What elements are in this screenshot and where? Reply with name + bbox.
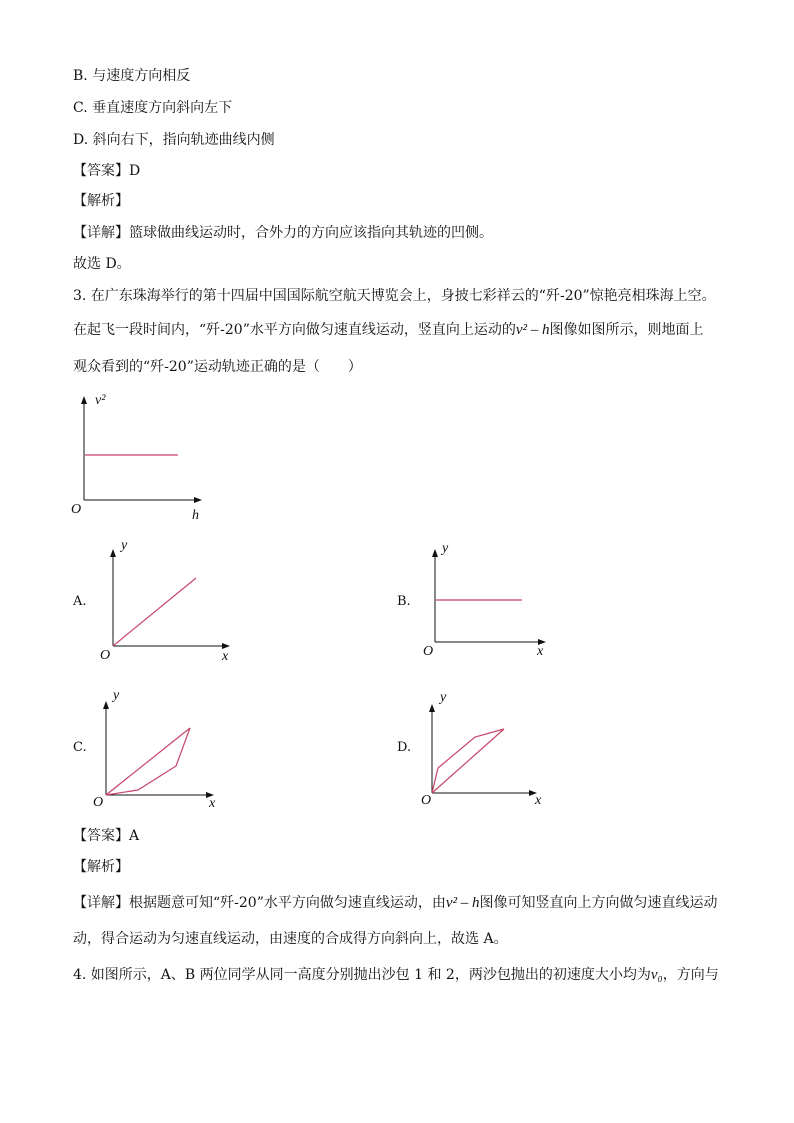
choice-a-origin: O — [100, 648, 111, 663]
choice-d-y: y — [440, 690, 447, 705]
q2-analysis-tag: 【解析】 — [73, 193, 129, 209]
main-graph-y-label: v² — [95, 393, 106, 408]
choice-c-x: x — [209, 796, 216, 811]
q3-analysis-tag: 【解析】 — [73, 859, 129, 875]
answer-tag: 【答案】 — [73, 163, 129, 179]
q4-stem-b: ，方向与 — [662, 967, 719, 983]
choice-a-graph — [110, 549, 230, 649]
main-graph-x-label: h — [192, 508, 199, 523]
choice-b-x: x — [537, 644, 544, 659]
choice-b-y: y — [442, 541, 449, 556]
option-c: C. 垂直速度方向斜向左下 — [73, 100, 233, 116]
answer-tag: 【答案】 — [73, 828, 129, 844]
answer-value: D — [129, 163, 141, 179]
q3-stem-math: v² – h — [515, 322, 550, 338]
choice-d-x: x — [535, 793, 542, 808]
q2-conclusion: 故选 D。 — [73, 256, 131, 272]
detail-tag: 【详解】 — [73, 895, 129, 911]
q3-stem-line3: 观众看到的“歼-20”运动轨迹正确的是（ ） — [73, 359, 362, 375]
choice-c-label: C. — [73, 740, 87, 755]
q3-stem-line2-a: 在起飞一段时间内，“歼-20”水平方向做匀速直线运动，竖直向上运动的 — [73, 322, 516, 338]
choice-b-label: B. — [397, 594, 411, 609]
detail-b: 图像可知竖直向上方向做匀速直线运动 — [479, 895, 718, 911]
choice-a-line — [113, 578, 196, 646]
choice-c-origin: O — [93, 795, 104, 810]
q3-detail-line1 — [73, 894, 718, 912]
choice-c-graph — [103, 701, 214, 798]
main-graph-origin: O — [71, 502, 82, 517]
answer-value: A — [129, 828, 140, 844]
choice-d-label: D. — [397, 740, 412, 755]
choice-c-y: y — [113, 688, 120, 703]
detail-tag: 【详解】 — [73, 225, 129, 241]
q4-stem-math: v₀ — [650, 967, 663, 983]
detail-math: v² – h — [445, 895, 480, 911]
choice-a-y: y — [121, 538, 128, 553]
q4-stem-a: 4. 如图所示，A、B 两位同学从同一高度分别抛出沙包 1 和 2，两沙包抛出的初速度大小均为 — [73, 967, 651, 983]
q3-answer — [73, 827, 139, 845]
choice-d-lower — [432, 729, 504, 793]
choice-a-label: A. — [73, 594, 87, 609]
q3-stem-line1: 3. 在广东珠海举行的第十四届中国国际航空航天博览会上，身披七彩祥云的“歼-20”惊艳亮相珠海上空。 — [73, 288, 716, 304]
choice-b-graph — [432, 549, 546, 645]
choice-a-x: x — [222, 649, 229, 664]
q3-detail-line2: 动，得合运动为匀速直线运动，由速度的合成得方向斜向上，故选 A。 — [73, 931, 508, 947]
q4-stem-line1 — [73, 966, 719, 984]
choice-d-origin: O — [421, 793, 432, 808]
detail-text: 篮球做曲线运动时，合外力的方向应该指向其轨迹的凹侧。 — [129, 225, 493, 241]
option-b: B. 与速度方向相反 — [73, 68, 191, 84]
choice-d-graph — [429, 704, 537, 796]
detail-a: 根据题意可知“歼-20”水平方向做匀速直线运动，由 — [129, 895, 446, 911]
option-d: D. 斜向右下，指向轨迹曲线内侧 — [73, 132, 275, 148]
choice-b-origin: O — [423, 644, 434, 659]
q3-stem-line2-b: 图像如图所示，则地面上 — [549, 322, 704, 338]
